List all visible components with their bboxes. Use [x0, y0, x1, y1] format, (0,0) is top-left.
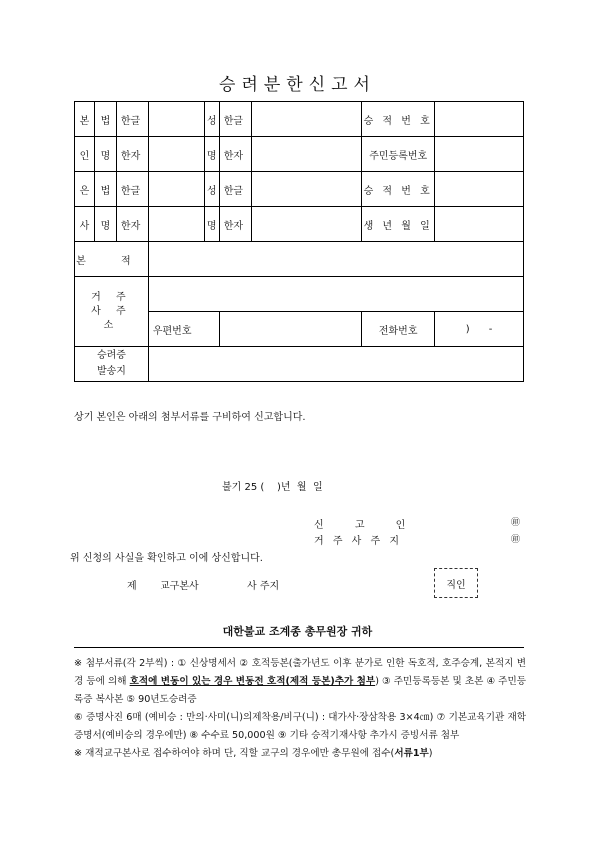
master-name-hangul-label: 한글	[219, 172, 251, 207]
reporter-seal-icon: ㊞	[511, 518, 521, 528]
master-name-hanja-field[interactable]	[251, 207, 362, 242]
date-line: 불기 25 ( )년 월 일	[222, 482, 323, 493]
self-name-hangul-label: 한글	[219, 102, 251, 137]
self-label-top: 본	[75, 102, 95, 137]
attachment-notes	[74, 655, 526, 763]
dharma-name-label-top: 법	[94, 102, 116, 137]
master-monk-id-label: 승 적 번 호	[362, 172, 435, 207]
self-name-hangul-field[interactable]	[251, 102, 362, 137]
divider	[74, 647, 524, 648]
address-label: 거 주 사 주 소	[75, 277, 149, 347]
origin-field[interactable]	[148, 242, 523, 277]
self-monk-id-label: 승 적 번 호	[362, 102, 435, 137]
self-dharma-hangul-field[interactable]	[148, 102, 204, 137]
master-dharma-label-top: 법	[94, 172, 116, 207]
phone-field[interactable]: ) -	[435, 312, 524, 347]
note-2: ⑥ 증명사진 6매 (예비승 : 만의·사미(니)의제착용/비구(니) : 대가사·장삼착용 3×4㎝) ⑦ 기본교육기관 재학증명서(예비승의 경우에만) ⑧ 수수료 50,000원 ⑨ 기타 승적기재사항 추가시 증빙서류 첨부	[74, 712, 526, 741]
note-1	[74, 655, 526, 709]
note-3-text-end: )	[428, 748, 433, 759]
self-resident-id-label: 주민등록번호	[362, 137, 435, 172]
registration-form-table	[74, 101, 524, 382]
master-dharma-hangul-label: 한글	[116, 172, 148, 207]
cert-delivery-label	[75, 347, 149, 382]
note-3-emphasis: 서류1부	[394, 748, 429, 759]
note-1-text: ※ 첨부서류(각 2부씩) : ① 신상명세서 ② 호적등본(출가년도 이후 분가로 인한 독호적, 호주승계, 본적지 변경 등에 의해	[74, 658, 526, 687]
master-surname-label-bottom: 명	[204, 207, 219, 242]
postal-code-field[interactable]	[219, 312, 362, 347]
self-monk-id-field[interactable]	[435, 102, 524, 137]
cert-delivery-label-line2: 발송지	[96, 366, 126, 377]
self-dharma-hangul-label: 한글	[116, 102, 148, 137]
master-dharma-hanja-field[interactable]	[148, 207, 204, 242]
cert-delivery-field[interactable]	[148, 347, 523, 382]
abbot-seal-icon: ㊞	[511, 535, 521, 545]
surname-label-top: 성	[204, 102, 219, 137]
note-1-text-end: ) ③ 주민등록등본 및 초본 ④ 주민등록증 복사본 ⑤ 90년도승려증	[74, 676, 526, 705]
ordain-master-label-top: 은	[75, 172, 95, 207]
ordain-master-label-bottom: 사	[75, 207, 95, 242]
master-birth-date-label: 생 년 월 일	[362, 207, 435, 242]
master-dharma-hangul-field[interactable]	[148, 172, 204, 207]
form-title: 승려분한신고서	[219, 75, 376, 95]
reporter-label: 신 고 인	[314, 520, 420, 531]
self-label-bottom: 인	[75, 137, 95, 172]
master-birth-date-field[interactable]	[435, 207, 524, 242]
district-office: 교구본사	[160, 581, 199, 592]
official-seal-box: 직인	[434, 568, 478, 598]
note-1-emphasis: 호적에 변동이 있는 경우 변동전 호적(제적 등본)추가 첨부	[129, 676, 376, 687]
confirm-text: 위 신청의 사실을 확인하고 이에 상신합니다.	[70, 553, 263, 564]
self-dharma-hanja-field[interactable]	[148, 137, 204, 172]
phone-label: 전화번호	[362, 312, 435, 347]
postal-code-label: 우편번호	[148, 312, 219, 347]
recipient: 대한불교 조계종 총무원장 귀하	[222, 625, 373, 638]
master-monk-id-field[interactable]	[435, 172, 524, 207]
master-name-hangul-field[interactable]	[251, 172, 362, 207]
master-dharma-hanja-label: 한자	[116, 207, 148, 242]
origin-label: 본 적	[75, 242, 149, 277]
district-prefix: 제	[127, 581, 137, 592]
note-3-text: ※ 재적교구본사로 접수하여야 하며 단, 직할 교구의 경우에만 총무원에 접수(	[74, 748, 395, 759]
note-3	[74, 745, 526, 763]
district-abbot: 사 주지	[247, 581, 280, 592]
abbot-label: 거 주 사 주 지	[314, 536, 403, 547]
self-name-hanja-field[interactable]	[251, 137, 362, 172]
self-name-hanja-label: 한자	[219, 137, 251, 172]
dharma-name-label-bottom: 명	[94, 137, 116, 172]
cert-delivery-label-line1: 승려증	[96, 350, 126, 361]
master-name-hanja-label: 한자	[219, 207, 251, 242]
master-surname-label-top: 성	[204, 172, 219, 207]
statement-text: 상기 본인은 아래의 첨부서류를 구비하여 신고합니다.	[74, 412, 306, 423]
master-dharma-label-bottom: 명	[94, 207, 116, 242]
self-dharma-hanja-label: 한자	[116, 137, 148, 172]
self-resident-id-field[interactable]	[435, 137, 524, 172]
surname-label-bottom: 명	[204, 137, 219, 172]
address-field[interactable]	[148, 277, 523, 312]
